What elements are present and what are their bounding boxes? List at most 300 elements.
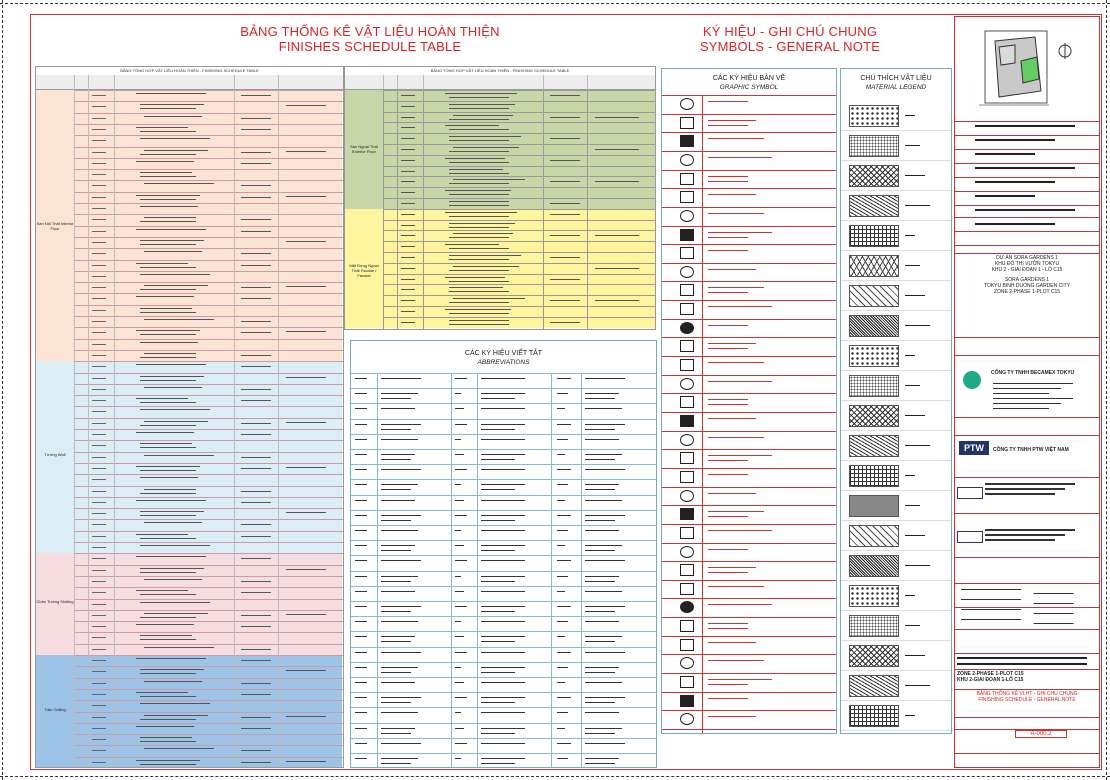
material-legend-title-en: MATERIAL LEGEND <box>865 84 927 91</box>
cell-desc <box>144 116 202 117</box>
abbreviation-text <box>585 621 619 622</box>
table-row <box>351 677 656 678</box>
cell-code <box>401 289 415 290</box>
cell-desc <box>449 183 509 184</box>
cell-code <box>92 513 106 514</box>
table-row <box>351 479 656 480</box>
cell-code <box>401 192 415 193</box>
cell-code <box>92 287 106 288</box>
material-swatch <box>849 105 899 127</box>
abbreviation-text <box>455 576 461 577</box>
symbol-desc <box>708 287 764 288</box>
abbreviation-text <box>557 454 565 455</box>
material-label <box>905 295 925 296</box>
cell-supplier <box>241 434 271 435</box>
title-block-rule <box>955 253 1099 254</box>
cell-code <box>401 203 415 204</box>
cell-supplier <box>241 355 271 356</box>
cell-supplier <box>550 279 580 280</box>
table-row <box>351 753 656 754</box>
cell-code <box>92 694 106 695</box>
symbol-desc <box>708 684 748 685</box>
schedule-section-label: Sàn Ngoại Thất Exterior Floor <box>350 144 378 155</box>
legend-row <box>841 670 951 671</box>
abbreviation-text <box>585 520 615 521</box>
cell-desc <box>140 737 192 738</box>
cell-supplier <box>241 231 271 232</box>
symbol-desc <box>708 437 764 438</box>
cell-code <box>92 400 106 401</box>
abbreviation-text <box>455 728 464 729</box>
abbreviation-text <box>481 682 525 683</box>
cell-desc <box>453 266 519 267</box>
abbreviation-text <box>481 489 515 490</box>
symbol-desc <box>708 348 748 349</box>
abbreviations-title <box>351 349 656 367</box>
cell-code <box>92 197 106 198</box>
schedule-section-label: Sàn Nội Thất Interior Floor <box>36 220 74 231</box>
cell-code <box>401 138 415 139</box>
abbreviation-text <box>557 682 565 683</box>
cell-note <box>286 670 326 671</box>
symbol-desc <box>708 325 748 326</box>
symbol-desc <box>708 460 748 461</box>
symbol-glyph <box>680 322 694 334</box>
symbol-row <box>662 598 836 599</box>
cell-desc <box>144 421 208 422</box>
title-block-rule <box>955 753 1099 754</box>
symbol-glyph <box>680 135 694 147</box>
cell-code <box>401 214 415 215</box>
company-detail <box>993 398 1073 399</box>
legend-row <box>841 160 951 161</box>
table-row <box>351 647 656 648</box>
cell-desc <box>144 681 202 682</box>
symbol-glyph <box>680 546 694 558</box>
symbol-desc <box>708 572 748 573</box>
abbreviation-text <box>455 621 461 622</box>
cell-supplier <box>241 298 271 299</box>
abbreviation-text <box>381 520 411 521</box>
abbreviation-text <box>455 712 461 713</box>
site-key-plan <box>965 21 1075 117</box>
table-row <box>351 616 656 617</box>
cell-desc <box>449 291 509 292</box>
cell-desc <box>140 402 196 403</box>
abbreviation-text <box>455 424 467 425</box>
cell-desc <box>140 594 196 595</box>
abbreviation-text <box>381 489 411 490</box>
table-row <box>351 510 656 511</box>
cell-supplier <box>241 683 271 684</box>
cell-desc <box>136 590 188 591</box>
symbol-glyph <box>680 601 694 613</box>
abbreviation-text <box>355 697 367 698</box>
symbol-glyph <box>680 620 694 632</box>
material-swatch <box>849 225 899 247</box>
abbreviation-text <box>481 398 515 399</box>
cell-code <box>92 445 106 446</box>
cell-supplier <box>241 287 271 288</box>
cell-note <box>286 151 326 152</box>
symbol-desc <box>708 623 748 624</box>
material-label <box>905 415 925 416</box>
abbreviation-text <box>481 702 515 703</box>
abbreviation-text <box>557 530 568 531</box>
title-block <box>954 16 1100 768</box>
cell-supplier <box>241 502 271 503</box>
abbreviation-text <box>585 682 622 683</box>
company-detail <box>993 383 1073 384</box>
symbol-glyph <box>680 284 694 296</box>
abbreviation-text <box>585 560 625 561</box>
abbreviation-text <box>585 763 615 764</box>
cell-desc <box>136 658 206 659</box>
abbreviation-text <box>557 424 571 425</box>
abbreviation-text <box>355 424 367 425</box>
cell-note <box>286 377 326 378</box>
abbreviation-text <box>585 424 625 425</box>
title-block-rule <box>955 191 1099 192</box>
cell-desc <box>449 205 509 206</box>
symbol-row <box>662 151 836 152</box>
material-label <box>905 265 920 266</box>
material-swatch <box>849 345 899 367</box>
cell-desc <box>140 470 196 471</box>
abbreviation-text <box>557 484 568 485</box>
cell-desc <box>449 270 509 271</box>
abbreviation-text <box>355 500 367 501</box>
material-legend-title-vi: CHÚ THÍCH VẬT LIỆU <box>860 75 932 82</box>
cell-code <box>92 649 106 650</box>
abbreviation-text <box>481 611 515 612</box>
cell-desc <box>136 432 194 433</box>
symbol-glyph <box>680 434 694 446</box>
abbreviation-text <box>381 500 415 501</box>
abbreviation-text <box>557 606 571 607</box>
abbreviation-text <box>381 515 421 516</box>
abbreviation-text <box>381 576 418 577</box>
symbol-glyph <box>680 154 694 166</box>
abbreviation-text <box>381 728 415 729</box>
zone-info <box>957 671 1097 683</box>
schedule-section-label: Chân Tường Skirting <box>36 599 74 605</box>
cell-supplier <box>550 257 580 258</box>
table-row <box>351 388 656 389</box>
abbreviation-text <box>585 611 615 612</box>
abbreviation-text <box>355 515 367 516</box>
cell-desc <box>449 223 515 224</box>
cell-desc <box>144 715 208 716</box>
symbol-desc <box>708 679 772 680</box>
table-row <box>351 692 656 693</box>
cell-desc <box>144 522 202 523</box>
abbreviation-text <box>481 652 525 653</box>
cell-desc <box>144 319 214 320</box>
symbol-desc <box>708 698 748 699</box>
abbreviation-text <box>557 545 565 546</box>
abbreviation-text <box>355 469 367 470</box>
cell-desc <box>140 443 192 444</box>
abbreviation-text <box>355 560 367 561</box>
cell-desc <box>449 104 515 105</box>
abbreviation-text <box>355 758 367 759</box>
cell-supplier <box>241 626 271 627</box>
abbreviation-text <box>381 682 415 683</box>
consultant-text <box>985 493 1055 495</box>
abbreviation-text <box>355 636 367 637</box>
project-line-5: TOKYU BINH DUONG GARDEN CITY <box>983 283 1071 289</box>
cell-code <box>92 423 106 424</box>
cell-desc <box>144 251 202 252</box>
material-label <box>905 595 915 596</box>
symbol-desc <box>708 269 756 270</box>
cell-note <box>286 241 326 242</box>
title-block-rule <box>955 337 1099 338</box>
abbreviation-text <box>481 672 515 673</box>
abbreviation-text <box>585 398 615 399</box>
symbol-glyph <box>680 303 694 315</box>
material-label <box>905 565 930 566</box>
abbreviation-text <box>355 682 367 683</box>
cell-supplier <box>241 197 271 198</box>
material-swatch <box>849 555 899 577</box>
title-block-rule <box>955 729 1099 730</box>
cell-code <box>401 311 415 312</box>
cell-desc <box>449 320 509 321</box>
abbreviation-text <box>585 641 615 642</box>
abbreviation-text <box>481 439 525 440</box>
abbreviation-text <box>557 515 571 516</box>
project-line-2: KHU ĐÔ THỊ VƯỜN TOKYU <box>994 261 1060 267</box>
legend-row <box>841 520 951 521</box>
material-label <box>905 205 930 206</box>
consultant-text <box>985 488 1065 490</box>
abbreviation-text <box>557 636 565 637</box>
cell-desc <box>445 190 511 191</box>
symbol-desc <box>708 530 772 531</box>
symbol-row <box>662 170 836 171</box>
cell-code <box>92 118 106 119</box>
abbreviation-text <box>481 454 525 455</box>
project-line-6: ZONE 2-PHASE 1-PLOT C15 <box>993 289 1061 295</box>
material-label <box>905 685 930 686</box>
symbol-glyph <box>680 564 694 576</box>
cell-code <box>92 762 106 763</box>
legend-row <box>841 700 951 701</box>
cell-code <box>401 106 415 107</box>
abbreviation-text <box>355 530 367 531</box>
title-block-rule <box>955 231 1099 232</box>
abbreviation-text <box>381 454 415 455</box>
cell-supplier <box>241 717 271 718</box>
symbol-row <box>662 300 836 301</box>
abbreviation-text <box>585 530 619 531</box>
schedule-section-cell <box>36 655 74 768</box>
abbreviation-text <box>585 728 622 729</box>
abbreviation-text <box>381 408 415 409</box>
symbol-desc <box>708 176 748 177</box>
cell-desc <box>140 515 196 516</box>
sheet-title-en: FINISHING SCHEDULE - GENERAL NOTE <box>978 697 1076 703</box>
cell-note <box>286 422 326 423</box>
symbol-desc <box>708 157 772 158</box>
cell-desc <box>140 199 196 200</box>
abbreviation-text <box>455 560 467 561</box>
project-line-3: KHU 2 - GIAI ĐOẠN 1 - LÔ C15 <box>991 267 1063 273</box>
abbreviation-text <box>585 576 619 577</box>
symbols-title <box>660 24 920 54</box>
abbreviation-text <box>585 408 622 409</box>
legend-row <box>841 640 951 641</box>
cell-desc <box>449 129 509 130</box>
abbreviation-text <box>481 520 515 521</box>
cell-code <box>92 434 106 435</box>
abbreviation-text <box>557 469 571 470</box>
cell-desc <box>445 212 517 213</box>
revision-text <box>975 195 1035 197</box>
symbol-desc <box>708 474 748 475</box>
cell-code <box>401 279 415 280</box>
cell-desc <box>144 455 214 456</box>
revision-text <box>975 181 1055 183</box>
revision-text <box>975 139 1055 141</box>
abbreviation-text <box>585 469 625 470</box>
material-swatch <box>849 195 899 217</box>
legend-row <box>841 130 951 131</box>
abbreviation-text <box>481 500 525 501</box>
cell-desc <box>140 425 196 426</box>
material-swatch <box>849 675 899 697</box>
abbreviation-text <box>455 667 461 668</box>
cell-desc <box>140 206 198 207</box>
cell-desc <box>136 534 188 535</box>
symbol-glyph <box>680 452 694 464</box>
architect-company-name: CÔNG TY TNHH PTW VIỆT NAM <box>993 447 1069 453</box>
cell-desc <box>449 255 521 256</box>
symbol-desc <box>708 604 772 605</box>
abbreviation-text <box>585 515 625 516</box>
project-info <box>957 255 1097 295</box>
zone-line-1: ZONE 2-PHASE 1-PLOT C15 <box>957 671 1024 677</box>
cell-supplier <box>241 468 271 469</box>
symbol-desc <box>708 549 748 550</box>
abbreviation-text <box>481 667 525 668</box>
abbreviation-text <box>585 545 622 546</box>
company-detail <box>993 388 1061 389</box>
cell-code <box>401 300 415 301</box>
cell-code <box>92 174 106 175</box>
cell-supplier <box>550 235 580 236</box>
table-row <box>351 601 656 602</box>
cell-code <box>92 208 106 209</box>
title-block-rule <box>955 435 1099 436</box>
material-label <box>905 235 915 236</box>
symbol-row <box>662 710 836 711</box>
sheet-title <box>957 691 1097 703</box>
abbreviation-text <box>381 398 411 399</box>
cell-desc <box>140 244 196 245</box>
schedule-section-label: Mặt Đứng Ngoại Thất Facade / Facade <box>349 263 379 279</box>
cell-desc <box>449 136 521 137</box>
legend-row <box>841 340 951 341</box>
material-label <box>905 715 915 716</box>
abbreviation-text <box>557 439 568 440</box>
abbreviation-text <box>455 606 467 607</box>
table-row <box>351 631 656 632</box>
abbreviation-text <box>355 591 367 592</box>
title-block-rule <box>955 355 1099 356</box>
cell-code <box>92 310 106 311</box>
cell-desc <box>449 201 509 202</box>
material-swatch <box>849 525 899 547</box>
cell-code <box>401 149 415 150</box>
symbol-row <box>662 543 836 544</box>
cell-desc <box>144 387 202 388</box>
cell-desc <box>136 93 206 94</box>
legend-row <box>841 580 951 581</box>
abbreviation-text <box>455 484 461 485</box>
symbol-row <box>662 580 836 581</box>
cell-desc <box>449 216 509 217</box>
abbreviation-text <box>355 667 367 668</box>
cell-code <box>92 468 106 469</box>
company-detail <box>993 408 1049 409</box>
cell-code <box>92 536 106 537</box>
cell-note <box>595 235 639 236</box>
cell-note <box>595 300 639 301</box>
cell-desc <box>140 477 198 478</box>
material-swatch <box>849 405 899 427</box>
cell-code <box>401 117 415 118</box>
cell-code <box>92 671 106 672</box>
abbreviation-text <box>481 515 525 516</box>
cell-desc <box>449 313 509 314</box>
abbreviation-text <box>455 393 461 394</box>
drawing-number: A-000.2 <box>1015 730 1067 738</box>
cell-desc <box>453 233 513 234</box>
symbol-row <box>662 95 836 96</box>
cell-code <box>92 242 106 243</box>
cell-supplier <box>241 615 271 616</box>
cell-desc <box>140 154 196 155</box>
title-block-rule <box>955 607 1099 608</box>
symbol-row <box>662 207 836 208</box>
cell-desc <box>445 277 505 278</box>
cell-desc <box>445 244 499 245</box>
abbreviation-text <box>481 697 525 698</box>
cell-desc <box>449 140 509 141</box>
symbol-glyph <box>680 359 694 371</box>
cell-code <box>92 592 106 593</box>
cell-supplier <box>241 219 271 220</box>
cell-desc <box>140 342 198 343</box>
symbol-row <box>662 431 836 432</box>
abbreviation-text <box>557 667 568 668</box>
symbol-glyph <box>680 396 694 408</box>
table-row <box>351 707 656 708</box>
column-rule <box>114 89 115 767</box>
cell-supplier <box>241 389 271 390</box>
cell-code <box>401 160 415 161</box>
material-swatch <box>849 615 899 637</box>
material-label <box>905 655 925 656</box>
abbreviation-text <box>355 378 367 379</box>
schedule-section-label: Tường Wall <box>44 452 66 458</box>
cell-code <box>401 95 415 96</box>
finishes-title-en: FINISHES SCHEDULE TABLE <box>278 39 462 54</box>
material-swatch <box>849 315 899 337</box>
